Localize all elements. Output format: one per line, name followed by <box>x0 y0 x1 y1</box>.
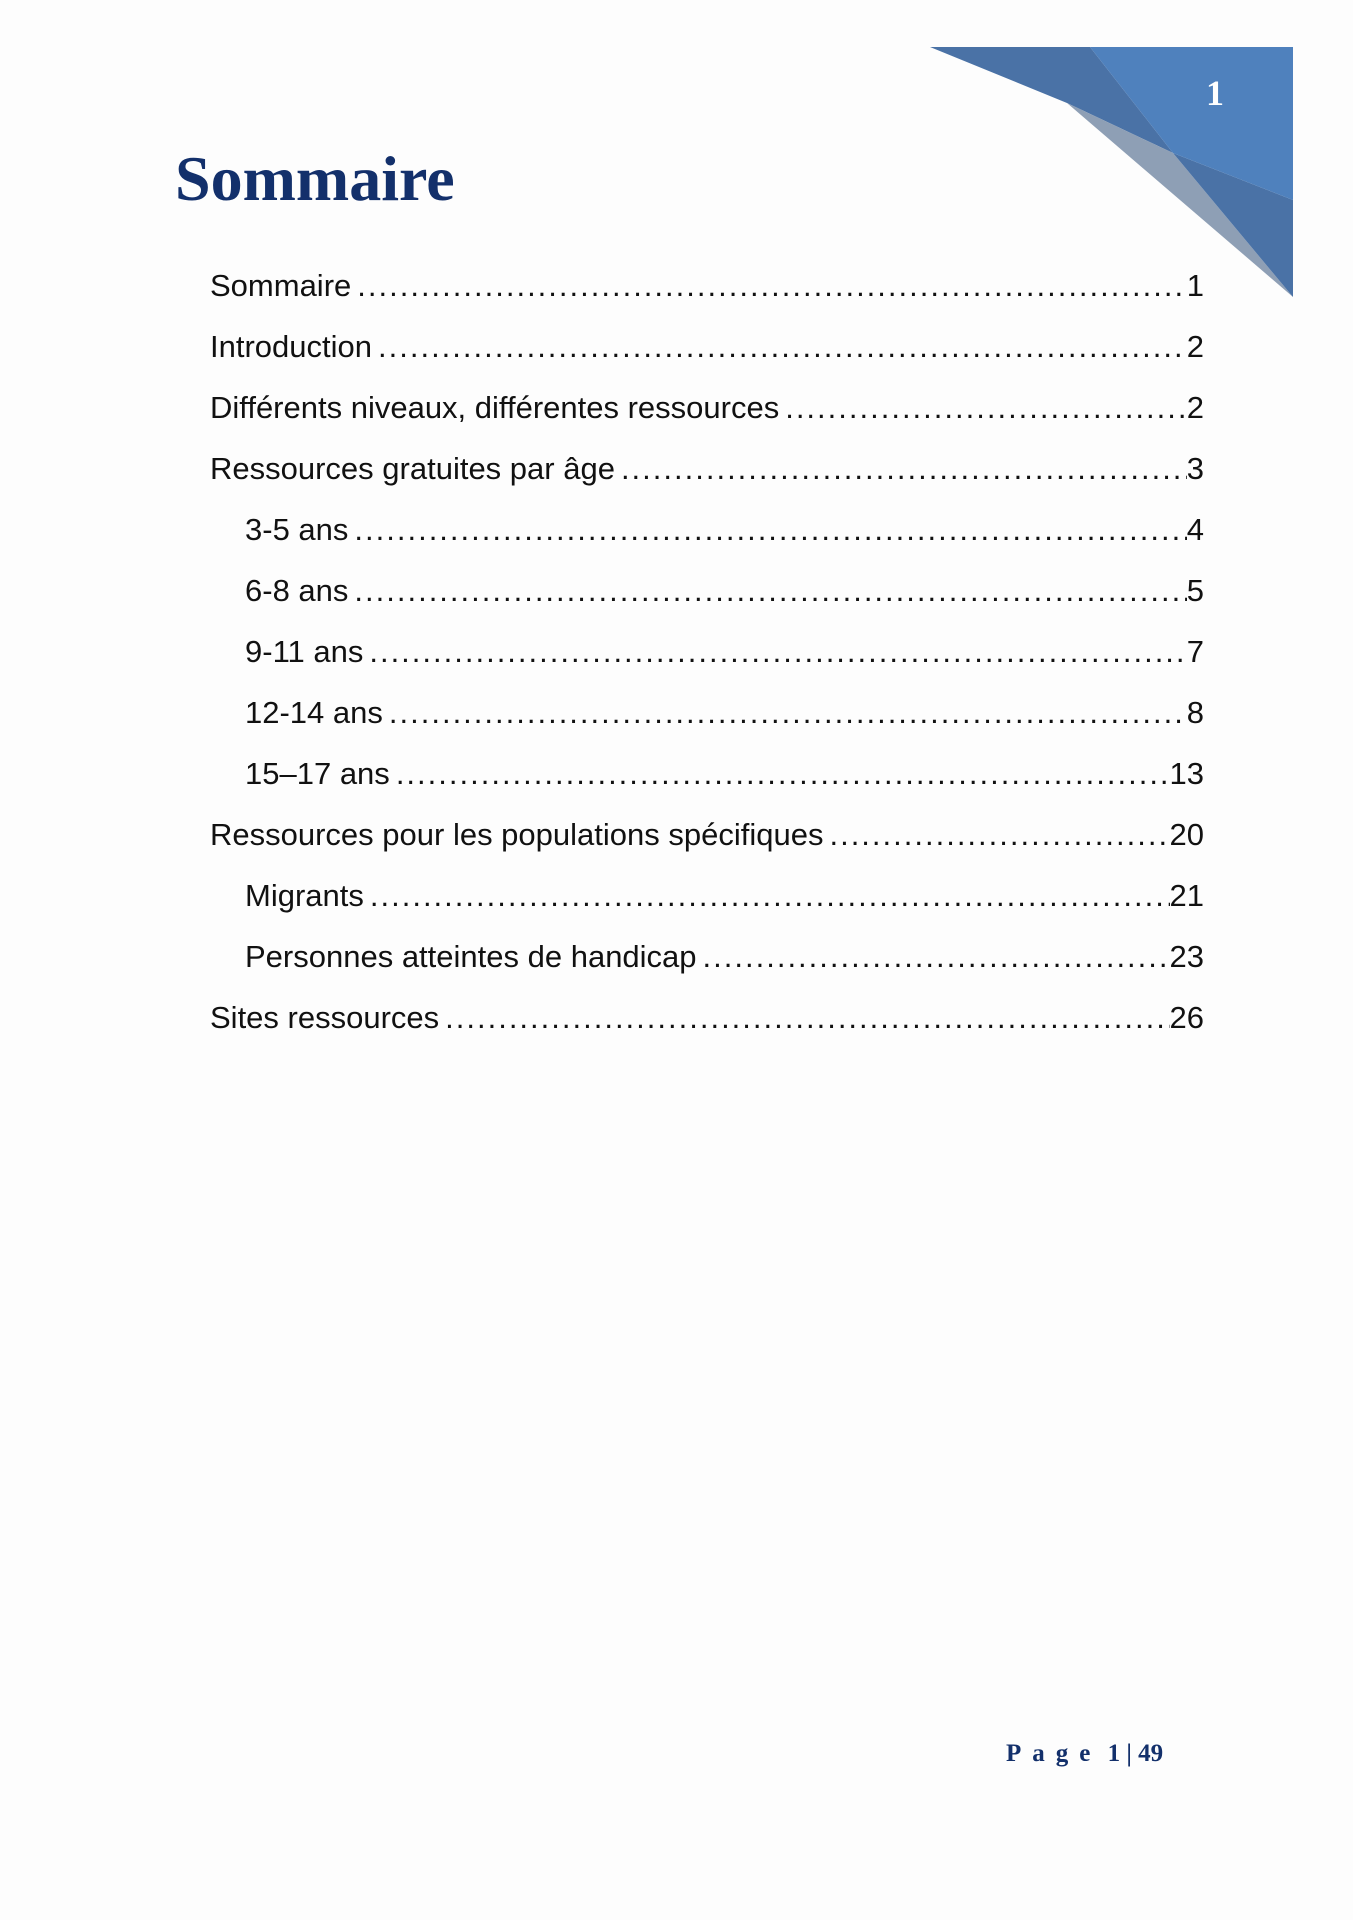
toc-entry-page: 8 <box>1186 695 1204 730</box>
toc-entry-page: 1 <box>1186 268 1204 303</box>
toc-entry-label: Ressources pour les populations spécifiques <box>210 817 824 852</box>
toc-dot-leader <box>389 695 1187 731</box>
toc-entry[interactable] <box>210 329 1204 390</box>
toc-entry[interactable] <box>210 268 1204 329</box>
toc-entry-label: Introduction <box>210 329 372 364</box>
toc-entry-label: 12-14 ans <box>245 695 383 730</box>
toc-entry-page: 20 <box>1169 817 1204 852</box>
toc-entry[interactable] <box>210 756 1204 817</box>
toc-dot-leader <box>445 1000 1169 1036</box>
toc-entry-label: Migrants <box>245 878 364 913</box>
toc-entry-label: Personnes atteintes de handicap <box>245 939 697 974</box>
toc-dot-leader <box>621 451 1187 487</box>
page-footer <box>1006 1740 1163 1768</box>
toc-entry-page: 21 <box>1169 878 1204 913</box>
footer-page-word: Page <box>1006 1740 1102 1767</box>
toc-entry-label: Sommaire <box>210 268 352 303</box>
toc-entry-page: 26 <box>1169 1000 1204 1035</box>
toc-entry[interactable] <box>210 695 1204 756</box>
toc-entry-page: 2 <box>1186 390 1204 425</box>
toc-entry[interactable] <box>210 939 1204 1000</box>
toc-entry-page: 3 <box>1186 451 1204 486</box>
toc-dot-leader <box>357 268 1186 304</box>
toc-dot-leader <box>369 634 1186 670</box>
toc-dot-leader <box>703 939 1170 975</box>
toc-dot-leader <box>396 756 1170 792</box>
toc-dot-leader <box>370 878 1170 914</box>
toc-entry[interactable] <box>210 817 1204 878</box>
footer-total-pages: 49 <box>1138 1740 1164 1767</box>
toc-entry[interactable] <box>210 451 1204 512</box>
toc-entry-page: 4 <box>1186 512 1204 547</box>
corner-page-number: 1 <box>1206 73 1224 113</box>
toc-entry-page: 13 <box>1169 756 1204 791</box>
toc-entry[interactable] <box>210 634 1204 695</box>
toc-entry-label: Différents niveaux, différentes ressources <box>210 390 780 425</box>
toc-entry-label: 9-11 ans <box>245 634 364 669</box>
toc-entry[interactable] <box>210 390 1204 451</box>
toc-entry-label: Sites ressources <box>210 1000 440 1035</box>
toc-entry[interactable] <box>210 573 1204 634</box>
toc-dot-leader <box>829 817 1169 853</box>
toc-entry-label: 15–17 ans <box>245 756 390 791</box>
footer-current-page: 1 <box>1107 1740 1121 1767</box>
toc-entry-page: 7 <box>1186 634 1204 669</box>
toc-entry-page: 5 <box>1186 573 1204 608</box>
toc-dot-leader <box>378 329 1187 365</box>
toc-dot-leader <box>785 390 1187 426</box>
toc-entry-label: 3-5 ans <box>245 512 349 547</box>
toc-entry-label: Ressources gratuites par âge <box>210 451 615 486</box>
toc-dot-leader <box>354 512 1186 548</box>
footer-separator: | <box>1126 1740 1132 1767</box>
page-title: Sommaire <box>175 143 455 214</box>
toc-entry-page: 23 <box>1169 939 1204 974</box>
toc-dot-leader <box>354 573 1186 609</box>
toc-entry-page: 2 <box>1186 329 1204 364</box>
table-of-contents <box>210 268 1204 1061</box>
toc-entry-label: 6-8 ans <box>245 573 349 608</box>
toc-entry[interactable] <box>210 512 1204 573</box>
toc-entry[interactable] <box>210 1000 1204 1061</box>
toc-entry[interactable] <box>210 878 1204 939</box>
